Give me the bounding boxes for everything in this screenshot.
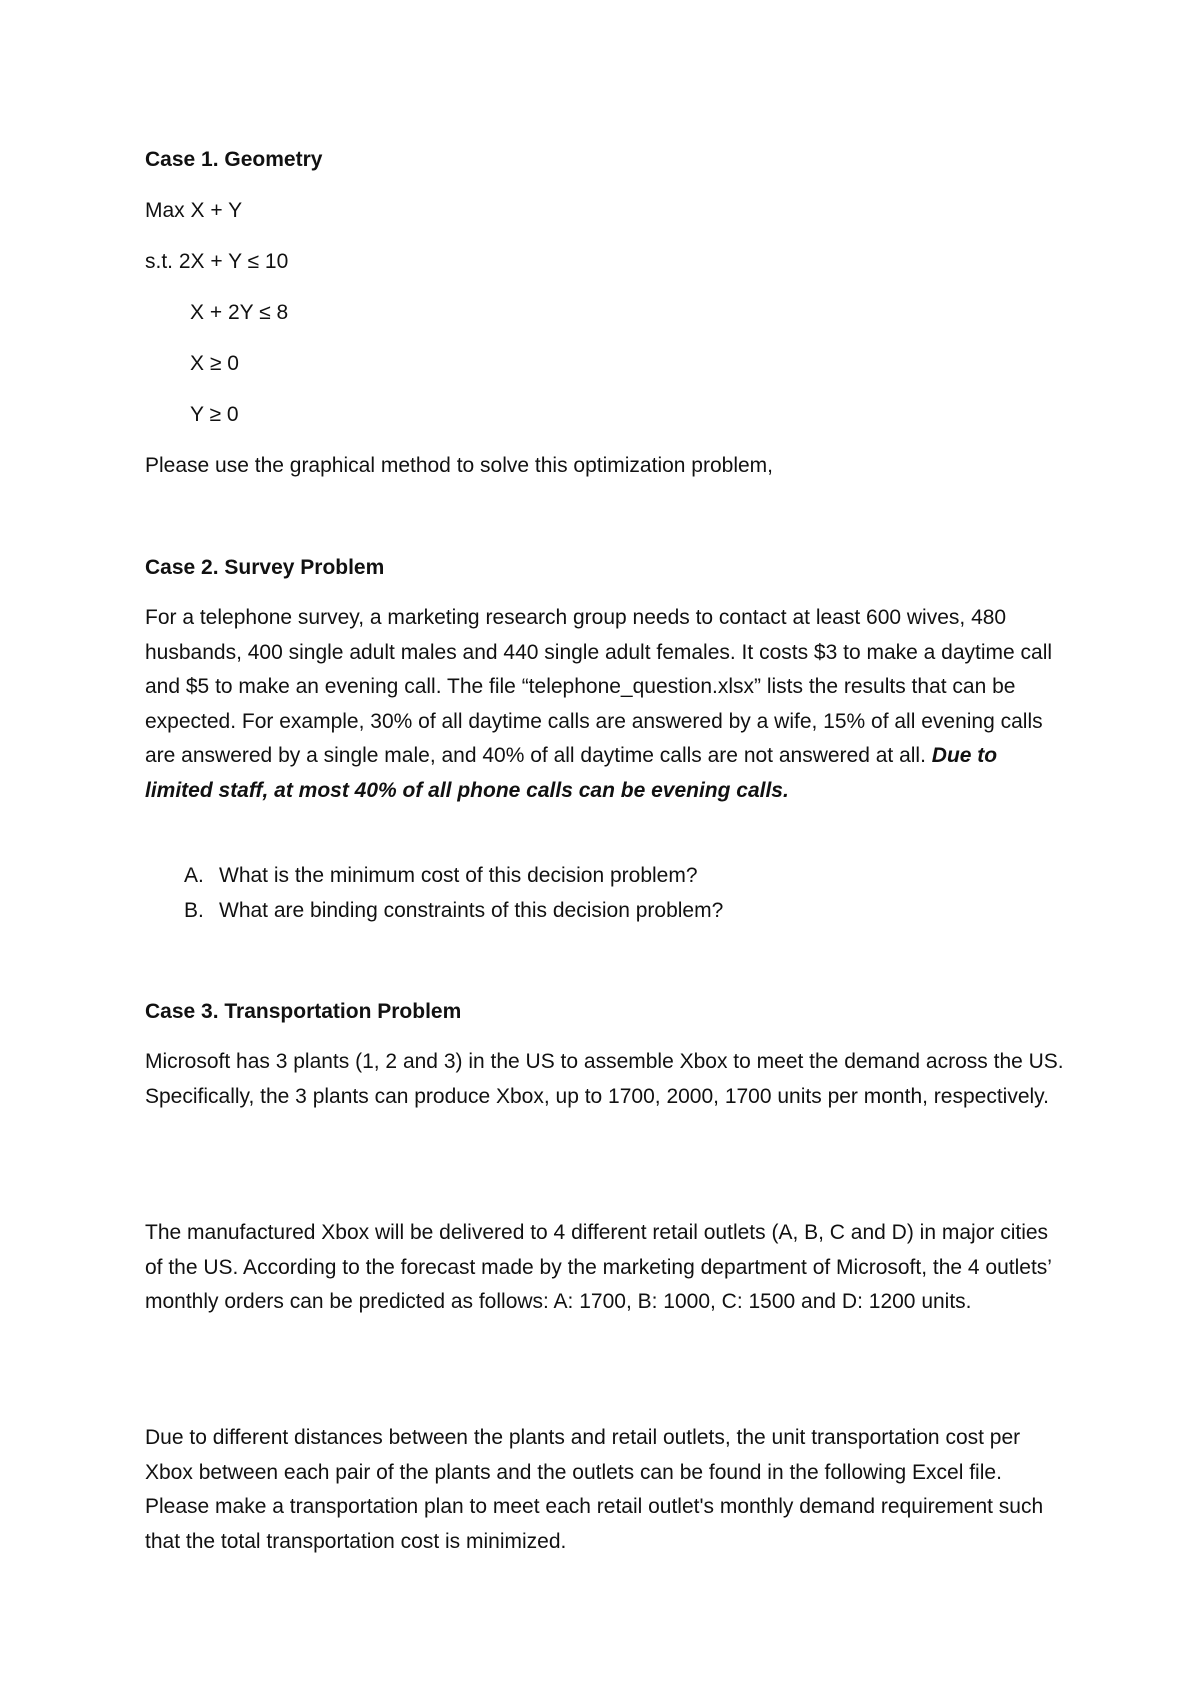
case1-constraint-4: Y ≥ 0 [190, 403, 239, 426]
case3-heading: Case 3. Transportation Problem [145, 1000, 462, 1023]
case1-heading: Case 1. Geometry [145, 148, 323, 171]
case1-constraint-2: X + 2Y ≤ 8 [190, 301, 289, 324]
case3-paragraph-1: Microsoft has 3 plants (1, 2 and 3) in the US to assemble Xbox to meet the demand across the US. Specifically, the 3 plants can produce Xbox, up to 1700, 2000, 1700 units per month, respectively. [145, 1050, 1064, 1108]
case2-question-b: What are binding constraints of this decision problem? [219, 899, 724, 922]
case1-instruction: Please use the graphical method to solve this optimization problem, [145, 454, 774, 477]
case2-heading: Case 2. Survey Problem [145, 556, 385, 579]
case2-question-a: What is the minimum cost of this decision problem? [219, 864, 698, 887]
case1-objective: Max X + Y [145, 199, 243, 222]
case3-paragraph-2: The manufactured Xbox will be delivered to 4 different retail outlets (A, B, C and D) in major cities of the US. According to the forecast made by the marketing department of Microsoft, the 4 outlets’ monthly orders can be predicted as follows: A: 1700, B: 1000, C: 1500 and D: 1200 units. [145, 1221, 1052, 1313]
case2-question-a-marker: A. [184, 864, 204, 887]
case3-paragraph-3: Due to different distances between the plants and retail outlets, the unit transportation cost per Xbox between each pair of the plants and the outlets can be found in the following Excel file. Please make a transportation plan to meet each retail outlet's monthly demand requirement such that the total transportation cost is minimized. [145, 1426, 1044, 1553]
case2-paragraph-text: For a telephone survey, a marketing research group needs to contact at least 600 wives, 480 husbands, 400 single adult males and 440 single adult females. It costs $3 to make a daytime call and $5 to make an evening call. The file “telephone_question.xlsx” lists the results that can be expected. For example, 30% of all daytime calls are answered by a wife, 15% of all evening calls are answered by a single male, and 40% of all daytime calls are not answered at all. [145, 606, 1053, 767]
case1-constraint-1: s.t. 2X + Y ≤ 10 [145, 250, 289, 273]
case2-paragraph-emphasis: Due to limited staff, at most 40% of all phone calls can be evening calls. [145, 744, 998, 802]
case2-question-b-marker: B. [184, 899, 204, 922]
case2-paragraph [145, 601, 1065, 808]
case1-constraint-3: X ≥ 0 [190, 352, 239, 375]
